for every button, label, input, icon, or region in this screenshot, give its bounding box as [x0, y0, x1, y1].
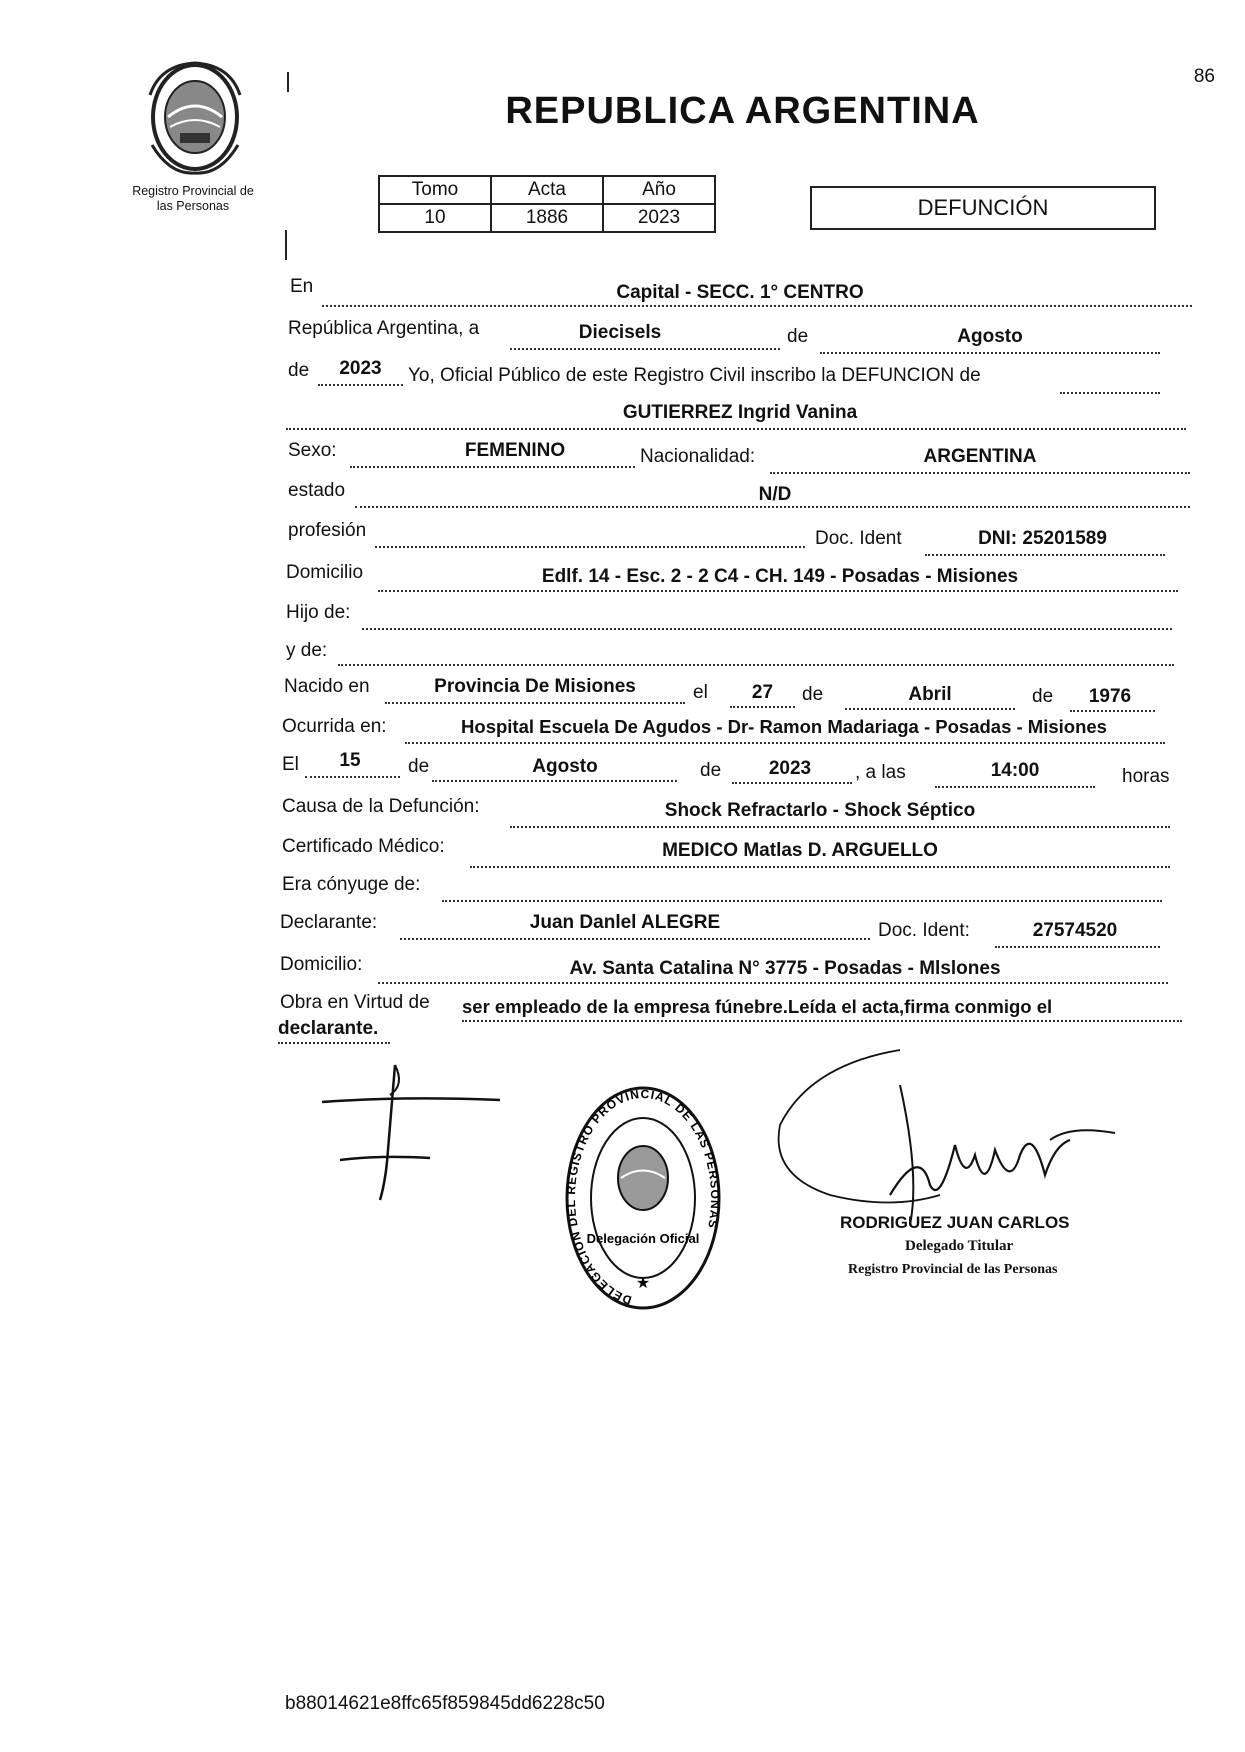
- nacido-en-value: Provincia De Misiones: [434, 676, 636, 697]
- domicilio-line: [378, 590, 1178, 592]
- stamp-outer-text: DELEGACION DEL REGISTRO PROVINCIAL DE LAS PERSONAS: [564, 1086, 723, 1308]
- place-value: Capital - SECC. 1° CENTRO: [616, 282, 864, 303]
- nacionalidad-value: ARGENTINA: [923, 446, 1037, 467]
- obra-line1: [462, 1020, 1182, 1022]
- declarant-signature: [320, 1060, 520, 1210]
- death-de2-label: de: [700, 760, 722, 781]
- death-day-value: 15: [339, 750, 361, 771]
- domicilio-value: Edlf. 14 - Esc. 2 - 2 C4 - CH. 149 - Posadas - Misiones: [541, 566, 1019, 587]
- conyuge-label: Era cónyuge de:: [282, 874, 421, 895]
- obra-label: Obra en Virtud de: [280, 992, 430, 1013]
- record-type-box: DEFUNCIÓN: [810, 186, 1156, 230]
- sexo-value: FEMENINO: [464, 440, 566, 461]
- obra-text-line2: declarante.: [278, 1018, 379, 1039]
- declarante-label: Declarante:: [280, 912, 378, 933]
- statement-line: [1060, 392, 1160, 394]
- record-table: [378, 175, 716, 233]
- en-label: En: [290, 276, 314, 297]
- document-hash: b88014621e8ffc65f859845dd6228c50: [285, 1693, 605, 1714]
- birth-year-value: 1976: [1088, 686, 1132, 707]
- death-month-line: [432, 780, 677, 782]
- certificado-value: MEDICO Matlas D. ARGUELLO: [662, 840, 938, 861]
- obra-text-line1: ser empleado de la empresa fúnebre.Leída el acta,firma conmigo el: [462, 996, 1053, 1017]
- death-month-value: Agosto: [532, 756, 598, 777]
- birth-month-line: [845, 708, 1015, 710]
- month-value: Agosto: [957, 326, 1023, 347]
- de-year-label: de: [288, 360, 310, 381]
- statement-text: Yo, Oficial Público de este Registro Civil inscribo la DEFUNCION de: [408, 365, 981, 386]
- obra-line2: [278, 1042, 390, 1044]
- el-label: el: [693, 682, 708, 703]
- profesion-label: profesión: [288, 520, 367, 541]
- signatory-role: Delegado Titular: [905, 1238, 1014, 1254]
- birth-month-value: Abril: [908, 684, 952, 705]
- ocurrida-line: [405, 742, 1165, 744]
- hijo-label: Hijo de:: [286, 602, 351, 623]
- de-label: de: [787, 326, 809, 347]
- republic-label: República Argentina, a: [288, 318, 480, 339]
- day-line: [510, 348, 780, 350]
- declarante-value: Juan Danlel ALEGRE: [529, 912, 721, 933]
- hora-value: 14:00: [990, 760, 1040, 781]
- estado-label: estado: [288, 480, 346, 501]
- star-icon: ★: [635, 1273, 651, 1292]
- doc-value: DNI: 25201589: [978, 528, 1107, 549]
- certificado-label: Certificado Médico:: [282, 836, 445, 857]
- doc-line: [925, 554, 1165, 556]
- name-line: [286, 428, 1186, 430]
- birth-day-value: 27: [751, 682, 774, 703]
- year-value: 2023: [339, 358, 382, 379]
- page-title: REPUBLICA ARGENTINA: [505, 90, 980, 132]
- year-line: [318, 384, 403, 386]
- page-number: 86: [1193, 66, 1215, 87]
- death-year-line: [732, 782, 852, 784]
- birth-day-line: [730, 706, 795, 708]
- day-text-value: Diecisels: [578, 322, 662, 343]
- birth-de-label: de: [802, 684, 824, 705]
- margin-mark: [287, 72, 289, 92]
- official-stamp: [563, 1083, 723, 1313]
- margin-mark: [285, 230, 287, 260]
- doc-label: Doc. Ident: [815, 528, 902, 549]
- causa-label: Causa de la Defunción:: [282, 796, 480, 817]
- nacionalidad-line: [770, 472, 1190, 474]
- nacionalidad-label: Nacionalidad:: [640, 446, 756, 467]
- nacido-en-line: [385, 702, 685, 704]
- birth-year-line: [1070, 710, 1155, 712]
- conyuge-line: [442, 900, 1162, 902]
- doc2-line: [995, 946, 1160, 948]
- domicilio2-line: [378, 982, 1168, 984]
- domicilio-label: Domicilio: [286, 562, 364, 583]
- record-header-acta: Acta: [491, 176, 603, 204]
- ocurrida-value: Hospital Escuela De Agudos - Dr- Ramon Madariaga - Posadas - Misiones: [461, 716, 1107, 737]
- declarante-line: [400, 938, 870, 940]
- place-line: [322, 305, 1192, 307]
- signatory-name: RODRIGUEZ JUAN CARLOS: [840, 1213, 1070, 1232]
- sexo-line: [350, 466, 635, 468]
- hora-line: [935, 786, 1095, 788]
- profesion-line: [375, 546, 805, 548]
- deceased-name-value: GUTIERREZ Ingrid Vanina: [622, 402, 858, 423]
- stamp-inner-text: Delegación Oficial: [586, 1231, 700, 1246]
- sexo-label: Sexo:: [288, 440, 337, 461]
- causa-line: [510, 826, 1170, 828]
- causa-value: Shock Refractarlo - Shock Séptico: [664, 800, 976, 821]
- record-header-ano: Año: [603, 176, 715, 204]
- nacido-label: Nacido en: [284, 676, 370, 697]
- death-year-value: 2023: [768, 758, 812, 779]
- record-header-tomo: Tomo: [379, 176, 491, 204]
- yde-line: [338, 664, 1174, 666]
- month-line: [820, 352, 1160, 354]
- estado-value: N/D: [758, 484, 792, 505]
- doc2-value: 27574520: [1032, 920, 1118, 941]
- death-day-line: [305, 776, 400, 778]
- el2-label: El: [282, 754, 299, 775]
- hijo-line: [362, 628, 1172, 630]
- registry-name: Registro Provincial de las Personas: [132, 184, 254, 213]
- estado-line: [355, 506, 1190, 508]
- domicilio2-label: Domicilio:: [280, 954, 363, 975]
- record-value-tomo: 10: [379, 204, 491, 232]
- birth-de2-label: de: [1032, 686, 1054, 707]
- doc2-label: Doc. Ident:: [878, 920, 970, 941]
- yde-label: y de:: [286, 640, 328, 661]
- record-value-ano: 2023: [603, 204, 715, 232]
- record-value-acta: 1886: [491, 204, 603, 232]
- signatory-org: Registro Provincial de las Personas: [848, 1262, 1058, 1277]
- alas-label: , a las: [855, 762, 906, 783]
- death-de-label: de: [408, 756, 430, 777]
- horas-label: horas: [1122, 766, 1170, 787]
- ocurrida-label: Ocurrida en:: [282, 716, 387, 737]
- domicilio2-value: Av. Santa Catalina N° 3775 - Posadas - Mlslones: [569, 958, 1001, 979]
- certificado-line: [470, 866, 1170, 868]
